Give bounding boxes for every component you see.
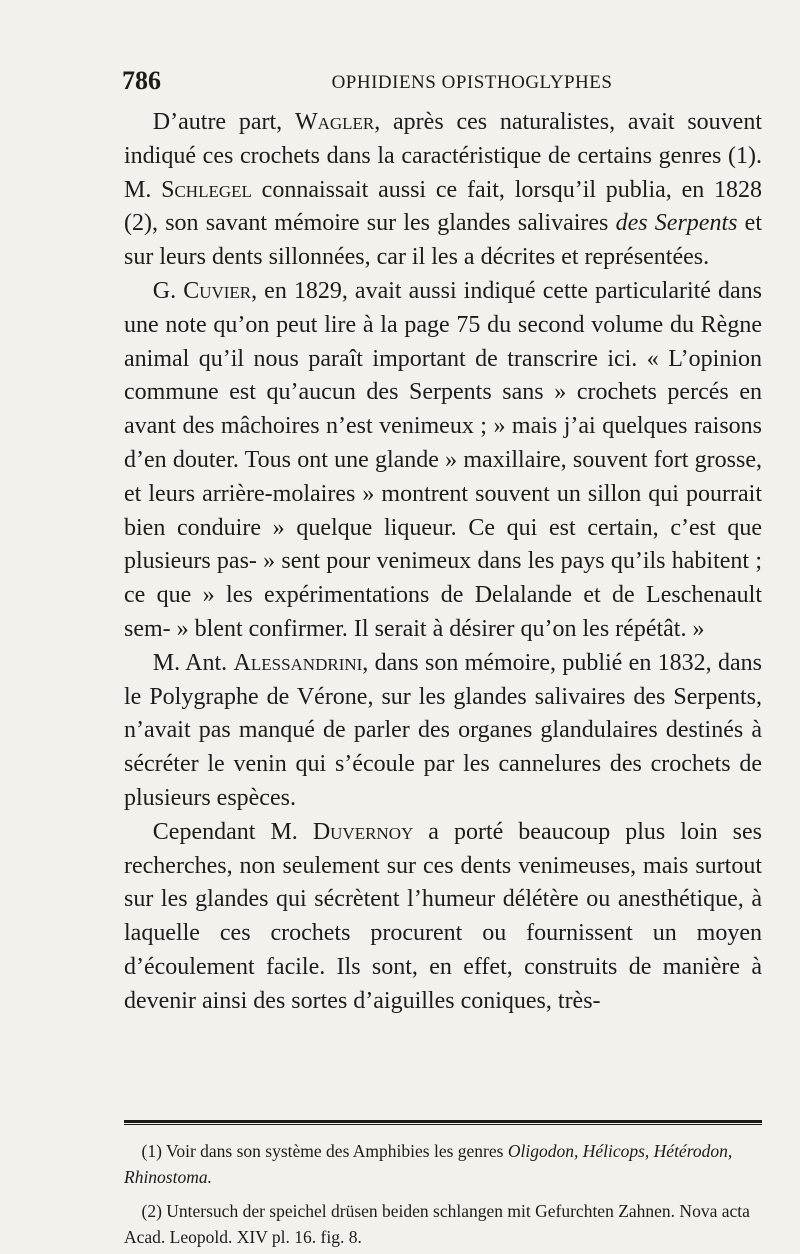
- author-name: Schlegel: [161, 176, 252, 203]
- footnote: (1) Voir dans son système des Amphibies les genres Oligodon, Hélicops, Hétérodon, Rhinostoma.: [124, 1141, 733, 1187]
- paragraph: Cependant M. Duvernoy a porté beaucoup plus loin ses recherches, non seulement sur ces dents venimeuses, mais surtout sur les glandes qui sécrètent l’humeur délétère ou anesthétique, à laquelle ces crochets procurent ou fournissent un moyen d’écoulement facile. Ils sont, en effet, construits de manière à devenir ainsi des sortes d’aiguilles coniques, très-: [124, 818, 762, 1014]
- paragraph: M. Ant. Alessandrini, dans son mémoire, publié en 1832, dans le Polygraphe de Vérone, sur les glandes salivaires des Serpents, n’avait pas manqué de parler des organes glandulaires destinés à sécréter le venin qui s’écoule par les cannelures des crochets de plusieurs espèces.: [124, 649, 763, 811]
- author-name: Wagler: [294, 109, 375, 135]
- running-head: OPHIDIENS OPISTHOGLYPHES: [331, 72, 613, 93]
- body-text: [124, 106, 762, 1019]
- page-number: 786: [122, 66, 161, 95]
- author-name: Cuvier: [183, 277, 252, 304]
- page-header: [122, 66, 762, 100]
- footnotes: [124, 1138, 762, 1250]
- author-name: Duvernoy: [312, 818, 414, 845]
- footnote-divider-thin: [124, 1124, 762, 1125]
- author-name: Alessandrini: [233, 649, 363, 676]
- footnote-divider: [124, 1120, 762, 1123]
- paragraph: G. Cuvier, en 1829, avait aussi indiqué cette particularité dans une note qu’on peut lire à la page 75 du second volume du Règne animal qu’il nous paraît important de transcrire ici. « L’opinion commune est qu’aucun des Serpents sans » crochets percés en avant des mâchoires n’est venimeux ; » mais j’ai quelques raisons d’en douter. Tous ont une glande » maxillaire, souvent fort grosse, et leurs arrière-molaires » montrent souvent un sillon qui pourrait bien conduire » quelque liqueur. Ce qui est certain, c’est que plusieurs pas- » sent pour venimeux dans les pays qu’ils habitent ; ce que » les expérimentations de Delalande et de Leschenault sem- » blent confirmer. Il serait à désirer qu’on les répétât. »: [124, 277, 763, 642]
- footnote: (2) Untersuch der speichel drüsen beiden schlangen mit Gefurchten Zahnen. Nova acta Acad. Leopold. XIV pl. 16. fig. 8.: [124, 1201, 750, 1247]
- paragraph: D’autre part, Wagler, après ces naturalistes, avait souvent indiqué ces crochets dans la caractéristique de certains genres (1). M. Schlegel connaissait aussi ce fait, lorsqu’il publia, en 1828 (2), son savant mémoire sur les glandes salivaires des Serpents et sur leurs dents sillonnées, car il les a décrites et représentées.: [124, 109, 762, 271]
